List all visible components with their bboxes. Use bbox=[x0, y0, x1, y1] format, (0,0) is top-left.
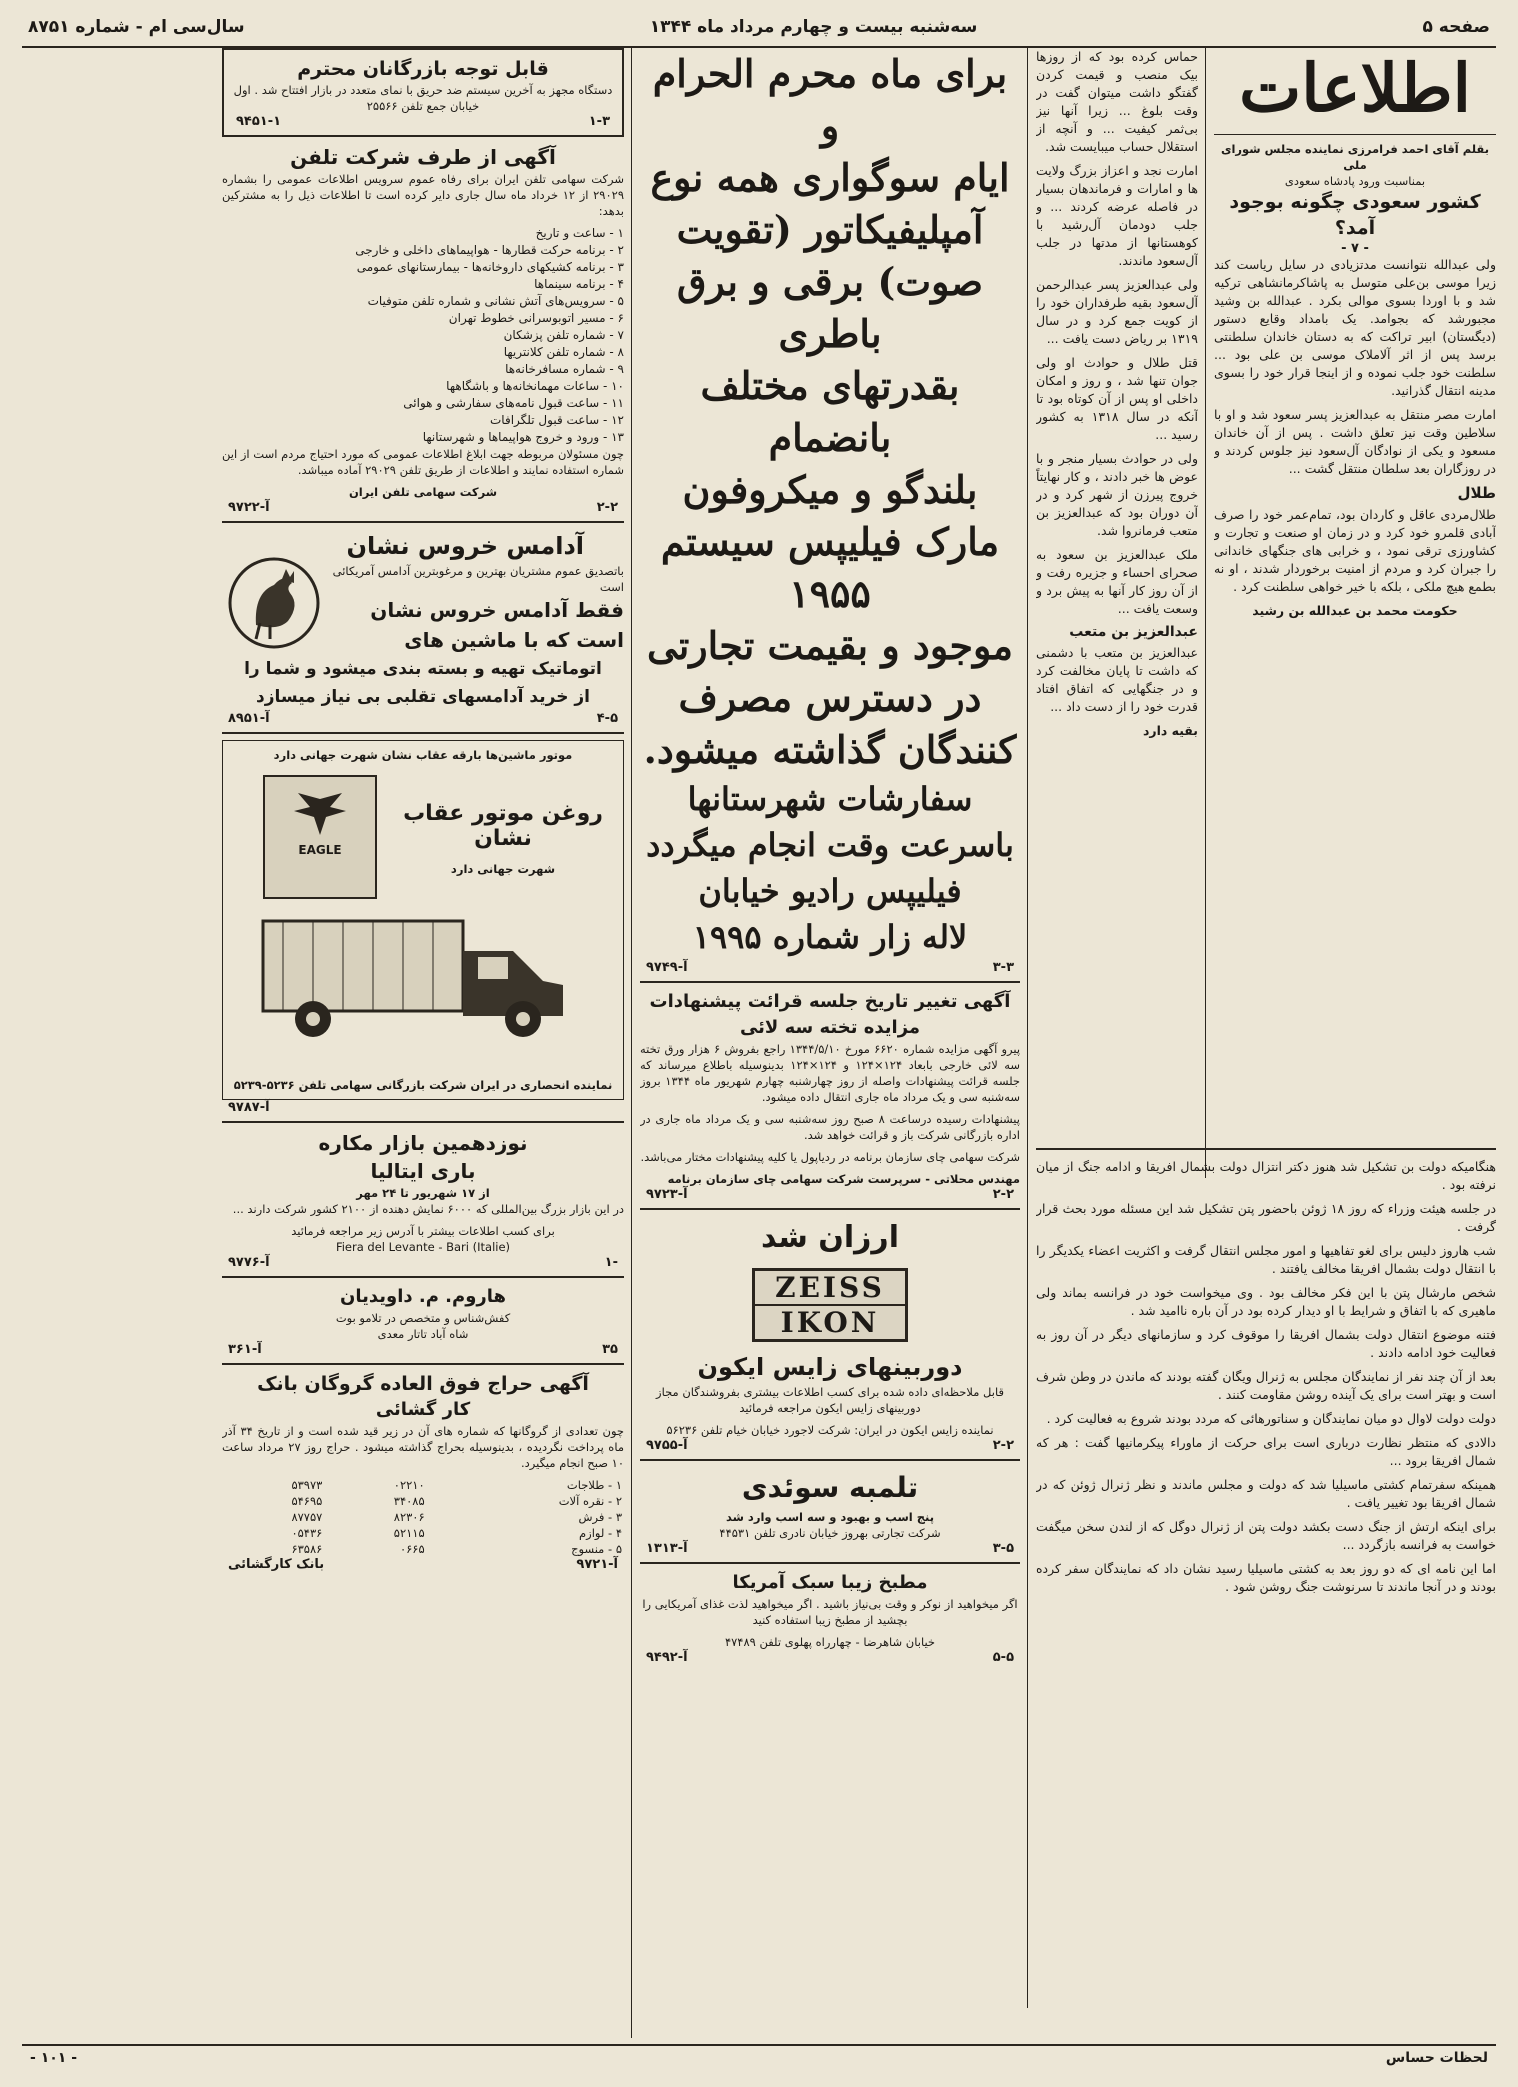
rooster-logo-icon bbox=[226, 553, 322, 653]
list-item: ۶ - مسیر اتوبوسرانی خطوط تهران bbox=[448, 311, 624, 325]
notice-signature: مهندس محلاتی - سرپرست شرکت سهامی چای سازمان برنامه bbox=[667, 1172, 1020, 1186]
fair-address: Fiera del Levante - Bari (Italie) bbox=[335, 1240, 511, 1254]
table-cell: ۵۴۶۹۵ bbox=[291, 1494, 323, 1508]
ad-tagline: شهرت جهانی دارد bbox=[450, 862, 556, 876]
list-item: ۸ - شماره تلفن کلانتریها bbox=[503, 345, 624, 359]
table-cell: ۵۲۱۱۵ bbox=[393, 1526, 425, 1540]
table-cell: ۸۲۳۰۶ bbox=[393, 1510, 425, 1524]
tender-notice bbox=[640, 989, 1020, 1202]
table-cell: ۰۲۲۱۰ bbox=[393, 1478, 425, 1492]
list-item: ۳ - برنامه کشیکهای داروخانه‌ها - بیمارستانهای عمومی bbox=[356, 260, 624, 274]
masthead-column bbox=[1214, 48, 1496, 1178]
ad-body: در این بازار بزرگ بین‌المللی که ۶۰۰۰ نمایش دهنده از ۲۱۰۰ کشور شرکت دارند ... bbox=[232, 1202, 624, 1216]
section-title: عبدالعزیز بن متعب bbox=[1069, 624, 1198, 640]
article-headline: کشور سعودی چگونه بوجود آمد؟ bbox=[1229, 191, 1481, 239]
table-cell: ۶۳۵۸۶ bbox=[291, 1542, 323, 1556]
ad-code bbox=[640, 960, 1020, 975]
ad-code-right: آ-۹۷۲۲ bbox=[228, 500, 270, 515]
ad-line: است که با ماشین های bbox=[404, 628, 624, 652]
ad-code bbox=[222, 1100, 624, 1115]
article-column bbox=[1036, 48, 1198, 1178]
table-row bbox=[222, 1477, 624, 1493]
article-byline: بقلم آقای احمد فرامرزی نماینده مجلس شورای ملی bbox=[1220, 142, 1490, 172]
article-paragraph: ولی در حوادث بسیار منجر و با عوض ها خبر دادند ، و کار نهایتاً خروج پیرزن از شهر کرد و در آن دوران بود که عبدالعزیز بن متعب فرمانروا شد. bbox=[1036, 451, 1198, 538]
page-footer bbox=[22, 2044, 1496, 2070]
list-item: ۹ - شماره مسافرخانه‌ها bbox=[505, 362, 624, 376]
ad-code-right: ۹۴۵۱-۱ bbox=[236, 114, 282, 129]
ad-code-left: ۱-۳ bbox=[588, 114, 610, 129]
ad-line: صوت) برقی و برق باطری bbox=[676, 259, 984, 356]
ad-body: اگر میخواهید از نوکر و وقت بی‌نیاز باشید . اگر میخواهید لذت غذای آمریکایی را بچشید از مطبخ زیبا استفاده کنید bbox=[642, 1597, 1018, 1627]
ad-code-right: آ-۱۳۱۳ bbox=[646, 1541, 688, 1556]
ad-bottom-line: نماینده انحصاری در ایران شرکت بازرگانی سهامی تلفن ۵۲۳۶-۵۲۳۹ bbox=[233, 1078, 613, 1092]
article-paragraph: طلال‌مردی عاقل و کاردان بود، تمام‌عمر خود را صرف آبادی قلمرو خود کرد و در زمان او صنعت و تجارت و کشاورزی ترقی نمود ، و خرابی های جنگهای خاندانی را جبران کرد و مردم از امنیت برخوردار شدند ، او نه بطمع هیچ ملکی ، بلکه با خیر خواهی سلطنت کرد . bbox=[1214, 507, 1496, 594]
ad-code-left: ۲-۲ bbox=[596, 500, 618, 515]
notice-paragraph: پیشنهادات رسیده درساعت ۸ صبح روز سه‌شنبه سی و یک مرداد ماه جاری در اداره بازرگانی شرکت باز و قرائت خواهد شد. bbox=[640, 1112, 1020, 1142]
zeiss-logo bbox=[752, 1268, 908, 1342]
page-number: صفحه ۵ bbox=[1422, 17, 1490, 37]
page-header bbox=[22, 8, 1496, 48]
ad-code-right: آ-۹۷۷۶ bbox=[228, 1255, 270, 1270]
notice-outro: چون مسئولان مربوطه جهت ابلاغ اطلاعات عمومی که مورد احتیاج مردم است از این شماره استفاده نمایند و اطلاعات از طریق تلفن ۲۹۰۲۹ آماده میباشد. bbox=[222, 447, 624, 477]
article-subhead: بمناسبت ورود پادشاه سعودی bbox=[1284, 174, 1426, 188]
table-cell: ۵۳۹۷۳ bbox=[291, 1478, 323, 1492]
list-item: ۱۲ - ساعت قبول تلگرافات bbox=[490, 413, 624, 427]
article-paragraph: هنگامیکه دولت بن تشکیل شد هنوز دکتر انتزال دولت بشمال افریقا و ادامه جنگ از میان نرفته بود . bbox=[1036, 1159, 1496, 1192]
list-item: ۵ - سرویس‌های آتش نشانی و شماره تلفن متوفیات bbox=[367, 294, 624, 308]
ad-intro: باتصدیق عموم مشتریان بهترین و مرغوبترین آدامس آمریکائی است bbox=[332, 564, 624, 594]
table-row bbox=[222, 1493, 624, 1509]
telephone-notice bbox=[222, 143, 624, 515]
table-row bbox=[222, 1509, 624, 1525]
zeiss-ad bbox=[640, 1216, 1020, 1453]
list-item: ۱۱ - ساعت قبول نامه‌های سفارشی و هوائی bbox=[403, 396, 624, 410]
notice-title: آگهی تغییر تاریخ جلسه قرائت پیشنهادات bbox=[649, 991, 1011, 1012]
ad-address: نماینده زایس ایکون در ایران: شرکت لاجورد خیابان خیام تلفن ۵۶۲۳۶ bbox=[666, 1423, 994, 1437]
section-subtitle: حکومت محمد بن عبدالله بن رشید bbox=[1252, 603, 1458, 618]
ad-code-left: ۴-۵ bbox=[596, 711, 618, 726]
merchants-notice-box bbox=[222, 48, 624, 137]
article-paragraph: امارت نجد و اعزاز بزرگ ولایت ها و امارات و فرماندهان بسیار در فاصله عرضه کردند ... و جلب دودمان آل‌رشید با کوهستانها از مدتها در جلب آل‌سعود ماندند. bbox=[1036, 163, 1198, 268]
article-paragraph: حماس کرده بود که از روزها بیک منصب و قیمت کردن گفتگو داشت میتوان گفت در وقت بلوغ ... زیرا آنها نیز بی‌ثمر کیفیت ... و آنچه از استقلال حساب میبایست شد. bbox=[1036, 49, 1198, 154]
ad-code bbox=[222, 1255, 624, 1270]
oil-can bbox=[263, 775, 377, 899]
amplifier-ad bbox=[640, 48, 1020, 975]
eagle-icon bbox=[290, 789, 350, 839]
publication-date: سه‌شنبه بیست و چهارم مرداد ماه ۱۳۴۴ bbox=[649, 17, 978, 37]
ad-code-left: ۳-۵ bbox=[992, 1541, 1014, 1556]
ad-line: لاله زار شماره ۱۹۹۵ bbox=[692, 918, 968, 956]
ad-body: چون تعدادی از گروگانها که شماره های آن در زیر قید شده است و از تاریخ ۳۴ آذر ماه پرداخت نگردیده ، بدینوسیله بحراج گذاشته میشود . حراج روز ۲۷ مرداد ساعت ۱۰ صبح انجام میگیرد. bbox=[222, 1424, 624, 1470]
bottom-article bbox=[1036, 1148, 1496, 2048]
article-paragraph: ملک عبدالعزیز بن سعود به صحرای احساء و جزیره رفت و از آن روز کار آنها به پیش برد و وسعت یافت ... bbox=[1036, 547, 1198, 616]
ad-subtitle: دوربینهای زایس ایکون bbox=[697, 1353, 963, 1381]
truck-illustration-icon bbox=[253, 901, 593, 1051]
article-paragraph: برای اینکه ارتش از جنگ دست بکشد دولت پتن از ژنرال دوگل که از لندن سخن میگفت خواست به فرانسه بازگردد ... bbox=[1036, 1519, 1496, 1552]
ad-code-left: ۳۵ bbox=[602, 1342, 618, 1357]
table-cell: ۱ - طلاجات bbox=[566, 1478, 622, 1492]
table-cell: ۵ - منسوج bbox=[571, 1542, 622, 1556]
newspaper-page bbox=[22, 8, 1496, 2074]
fair-dates: از ۱۷ شهریور تا ۲۴ مهر bbox=[356, 1186, 490, 1200]
table-cell: ۳ - فرش bbox=[578, 1510, 622, 1524]
table-row bbox=[222, 1525, 624, 1541]
ad-code-right: آ-۹۷۵۵ bbox=[646, 1438, 688, 1453]
ad-address: شاه آباد تاتار معدی bbox=[377, 1327, 469, 1341]
logo-text: ZEISS bbox=[755, 1271, 905, 1306]
table-cell: ۳۴۰۸۵ bbox=[393, 1494, 425, 1508]
notice-paragraph: شرکت سهامی چای سازمان برنامه در ردیاپول یا کلیه پیشنهادات مختار می‌باشد. bbox=[640, 1150, 1020, 1164]
article-paragraph: اما این نامه ای که دو روز بعد به کشتی ماسیلیا رسید نشان داد که نمایندگان سفر کرده بودند و در آنجا ماندند تا سرنوشت جنگ روشن شود . bbox=[1036, 1561, 1496, 1594]
ad-line: آمپلیفیکاتور (تقویت bbox=[676, 207, 984, 252]
article-part-number: - ۷ - bbox=[1341, 241, 1369, 256]
notices-column bbox=[222, 48, 624, 2038]
section-title: طلال bbox=[1457, 484, 1496, 502]
ad-title: ارزان شد bbox=[761, 1220, 899, 1255]
ad-body: قابل ملاحظه‌ای داده شده برای کسب اطلاعات بیشتری بفروشندگان مجاز دوربینهای زایس ایکون مراجعه فرمائید bbox=[656, 1385, 1004, 1415]
ad-code bbox=[230, 114, 616, 129]
ad-code-left: ۲-۲ bbox=[992, 1187, 1014, 1202]
table-row bbox=[222, 1541, 624, 1557]
ad-address: شرکت تجارتی بهروز خیابان نادری تلفن ۴۴۵۳۱ bbox=[719, 1526, 941, 1540]
ad-line: بقدرتهای مختلف بانضمام bbox=[700, 363, 960, 460]
notice-paragraph: پیرو آگهی مزایده شماره ۶۶۲۰ مورخ ۱۳۴۴/۵/۱۰ راجع بفروش ۶ هزار ورق تخته سه لائی خارجی بابعاد ۱۲۴×۱۲۴ و ۱۲۴×۱۲۴ بدینوسیله باطلاع میرساند که جلسه قرائت پیشنهادات واصله از روز چهارشنبه چهارم شهریور ماه ۱۳۴۴ بروز سه‌شنبه سی و یک مرداد ماه جاری انتقال داده میشود. bbox=[640, 1042, 1020, 1104]
list-item: ۱۳ - ورود و خروج هواپیماها و شهرستانها bbox=[422, 430, 624, 444]
bank-auction-ad bbox=[222, 1371, 624, 1572]
ad-code bbox=[222, 1557, 624, 1572]
notice-body: دستگاه مجهز به آخرین سیستم ضد حریق با نمای متعدد در بازار افتتاح شد . اول خیابان جمع تلفن ۲۵۵۶۶ bbox=[233, 83, 613, 113]
ad-code-left: آ-۹۷۲۱ bbox=[576, 1557, 618, 1572]
ad-line: باسرعت وقت انجام میگردد bbox=[646, 826, 1014, 864]
ad-code-left: ۳-۳ bbox=[992, 960, 1014, 975]
notice-subtitle: مزایده تخته سه لائی bbox=[739, 1017, 921, 1038]
list-item: ۲ - برنامه حرکت قطارها - هواپیماهای داخلی و خارجی bbox=[355, 243, 624, 257]
ad-code-right: آ-۳۶۱ bbox=[228, 1342, 262, 1357]
article-paragraph: دالادی که منتظر نظارت درباری است برای حرکت از ماوراء پیکرمانیها گفت : هر که شمال افریقا برود ... bbox=[1036, 1435, 1496, 1468]
list-item: ۴ - برنامه سینماها bbox=[534, 277, 624, 291]
notice-title: آگهی از طرف شرکت تلفن bbox=[290, 145, 556, 169]
ad-code-left: ۲-۲ bbox=[992, 1438, 1014, 1453]
ad-code bbox=[640, 1187, 1020, 1202]
pump-ad bbox=[640, 1467, 1020, 1556]
ad-line: در دسترس مصرف bbox=[678, 675, 982, 720]
article-paragraph: ولی عبدالله نتوانست مدتزیادی در سایل ریاست کند زیرا موسی بن‌علی متوسل به پاشاکرمانشاهی ترکیه شد و با اوردا بسوی موالی بکرد . عبدالله بن وشید مجبورشد که بجوامد. یک بامداد وقایع دستور (دیگستان) ابیر تراکت که به دستان خاندان سلطنتی برسد پس از اثر آلاملاک موسی بن علی بود ... سلطنت خود جلب نموده و از اینجا قرار خود را بسوی مدینه انتقال گذرانید. bbox=[1214, 257, 1496, 398]
ad-body: کفش‌شناس و متخصص در تلامو بوت bbox=[335, 1311, 511, 1325]
ad-line: موجود و بقیمت تجارتی bbox=[647, 623, 1013, 668]
article-paragraph: شب هاروز دلیس برای لغو تفاهیها و امور مجلس انتقال گرفت و اکثریت اعضاء یکدیگر را با انتقال دولت بشمال افریقا مخالف یافتند . bbox=[1036, 1243, 1496, 1276]
kitchen-ad bbox=[640, 1570, 1020, 1665]
doctor-ad bbox=[222, 1284, 624, 1357]
article-paragraph: قتل طلال و حوادث او ولی جوان تنها شد ، و روز و امکان داخلی او پس از آن کوتاه بود تا آنکه در سال ۱۳۱۸ به کشور رسید ... bbox=[1036, 355, 1198, 442]
list-item: ۷ - شماره تلفن پزشکان bbox=[503, 328, 624, 342]
ad-signature: بانک کارگشائی bbox=[228, 1557, 325, 1572]
article-paragraph: بعد از آن چند نفر از نمایندگان مجلس به ژنرال ویگان گفته بودند که ماندن در وطن شرف است و بهتر است برای یک آینده روشن مقاومت کنند . bbox=[1036, 1369, 1496, 1402]
ad-line: از خرید آدامسهای تقلبی بی نیاز میسازد bbox=[256, 687, 590, 707]
ad-code-right: آ-۹۷۲۳ bbox=[646, 1187, 688, 1202]
article-paragraph: امارت مصر منتقل به عبدالعزیز پسر سعود شد و او با سلاطین وقت نیز تعلق داشت . پس از آن خاندان مسعود و یکی از نوادگان آل‌سعود نیز جلوس کردند و در روزگاران بعد سلطان منتقل گشت ... bbox=[1214, 407, 1496, 476]
ad-line: فقط آدامس خروس نشان bbox=[370, 598, 624, 622]
ad-line: بلندگو و میکروفون bbox=[682, 467, 978, 512]
article-paragraph: دولت دولت لاوال دو میان نمایندگان و سناتورهائی که مردد بودند شروع به فعالیت کرد . bbox=[1046, 1411, 1496, 1426]
ad-contact: برای کسب اطلاعات بیشتر با آدرس زیر مراجعه فرمائید bbox=[291, 1224, 555, 1238]
ad-code-right: آ-۹۷۴۹ bbox=[646, 960, 688, 975]
article-paragraph: فتنه موضوع انتقال دولت بشمال افریقا را موقوف کرد و سازمانهای دیگر در آن روز به فعالیت خود ادامه دادند . bbox=[1036, 1327, 1496, 1360]
ad-code bbox=[640, 1650, 1020, 1665]
table-cell: ۸۷۷۵۷ bbox=[291, 1510, 323, 1524]
bari-fair-ad bbox=[222, 1129, 624, 1270]
masthead-logo: اطلاعات bbox=[1239, 49, 1471, 127]
ad-code bbox=[640, 1541, 1020, 1556]
ad-code bbox=[640, 1438, 1020, 1453]
ad-title: مطبخ زیبا سبک آمریکا bbox=[732, 1572, 928, 1593]
article-paragraph: عبدالعزیز بن متعب با دشمنی که داشت تا پایان مخالفت کرد و در جنگهایی که اتفاق افتاد قدرت خود را از دست داد ... bbox=[1036, 645, 1198, 714]
continued-note: بقیه دارد bbox=[1142, 723, 1198, 738]
article-paragraph: در جلسه هیئت وزراء که روز ۱۸ ژوئن باحضور پتن تشکیل شد این مسئله مورد بحث قرار گرفت . bbox=[1036, 1201, 1496, 1234]
ad-subtitle: باری ایتالیا bbox=[370, 1159, 476, 1183]
issue-number: سال‌سی ام - شماره ۸۷۵۱ bbox=[28, 17, 245, 37]
ad-code-right: آ-۹۴۹۲ bbox=[646, 1650, 688, 1665]
ad-address: خیابان شاهرضا - چهارراه پهلوی تلفن ۴۷۴۸۹ bbox=[724, 1635, 936, 1649]
logo-text: IKON bbox=[780, 1306, 880, 1339]
notice-title: قابل توجه بازرگانان محترم bbox=[297, 58, 549, 80]
ad-line: کنندگان گذاشته میشود. bbox=[643, 727, 1017, 772]
ad-line: اتوماتیک تهیه و بسته بندی میشود و شما را bbox=[244, 659, 602, 679]
motor-oil-ad bbox=[222, 740, 624, 1100]
ad-code-right: آ-۸۹۵۱ bbox=[228, 711, 270, 726]
ad-subtitle: کار گشائی bbox=[375, 1399, 471, 1420]
ad-line: ایام سوگواری همه نوع bbox=[650, 155, 1010, 200]
ad-top-line: موتور ماشین‌ها بارقه عقاب نشان شهرت جهانی دارد bbox=[273, 748, 573, 762]
ad-title: آدامس خروس نشان bbox=[346, 532, 584, 560]
serial-title: لحظات حساس bbox=[1385, 2050, 1488, 2066]
notice-intro: شرکت سهامی تلفن ایران برای رفاه عموم سرویس اطلاعات عمومی را بشماره ۲۹۰۲۹ از ۱۲ خرداد ماه سال جاری دایر کرده است تا اطلاعات ذیل را به مشترکین بدهد: bbox=[222, 172, 624, 218]
ad-code bbox=[222, 1342, 624, 1357]
ad-code-left: ۵-۵ bbox=[992, 1650, 1014, 1665]
list-item: ۱ - ساعت و تاریخ bbox=[535, 226, 624, 240]
rooster-gum-ad bbox=[222, 529, 624, 726]
center-ads-column bbox=[640, 48, 1020, 2038]
can-label: EAGLE bbox=[298, 843, 342, 857]
table-cell: ۰۵۴۳۶ bbox=[291, 1526, 323, 1540]
ad-line: مارک فیلیپس سیستم ۱۹۵۵ bbox=[660, 519, 1000, 616]
ad-code bbox=[222, 500, 624, 515]
table-cell: ۰۶۶۵ bbox=[399, 1542, 425, 1556]
ad-line: سفارشات شهرستانها bbox=[687, 780, 973, 818]
auction-table bbox=[222, 1477, 624, 1557]
article-paragraph: شخص مارشال پتن با این فکر مخالف بود . وی میخواست خود در فرانسه بماند ولی ماهیری که با اتفاق و شرایط با او دیدار کرده بود در آن باره ناامید شد . bbox=[1036, 1285, 1496, 1318]
ad-subtitle: پنج اسب و بهبود و سه اسب وارد شد bbox=[725, 1510, 935, 1524]
ad-title: روغن موتور عقاب نشان bbox=[403, 801, 603, 851]
serial-number: - ۱۰۱ - bbox=[30, 2050, 78, 2066]
ad-line: فیلیپس رادیو خیابان bbox=[698, 872, 962, 910]
ad-code-right: آ-۹۷۸۷ bbox=[228, 1100, 270, 1115]
list-item: ۱۰ - ساعات مهمانخانه‌ها و باشگاهها bbox=[446, 379, 624, 393]
article-paragraph: ولی عبدالعزیز پسر عبدالرحمن آل‌سعود بقیه طرفداران خود را از کویت جمع کرد و در سال ۱۳۱۹ بر ریاض دست یافت ... bbox=[1036, 277, 1198, 346]
ad-code-left: ۱- bbox=[604, 1255, 618, 1270]
notice-signature: شرکت سهامی تلفن ایران bbox=[348, 485, 498, 499]
ad-code bbox=[222, 711, 624, 726]
ad-title: تلمبه سوئدی bbox=[741, 1471, 919, 1504]
ad-title: هاروم. م. داویدیان bbox=[339, 1286, 507, 1307]
table-cell: ۲ - نقره آلات bbox=[558, 1494, 622, 1508]
table-cell: ۴ - لوازم bbox=[579, 1526, 622, 1540]
article-paragraph: همینکه سفرتمام کشتی ماسیلیا شد که دولت و مجلس ماندند و نظر ژنرال ژوئن که در شمال افریقا بود تغییر یافت . bbox=[1036, 1477, 1496, 1510]
ad-title: نوزدهمین بازار مکاره bbox=[318, 1131, 528, 1155]
ad-line: برای ماه محرم الحرام و bbox=[652, 51, 1008, 148]
ad-title: آگهی حراج فوق العاده گروگان بانک bbox=[257, 1373, 589, 1395]
